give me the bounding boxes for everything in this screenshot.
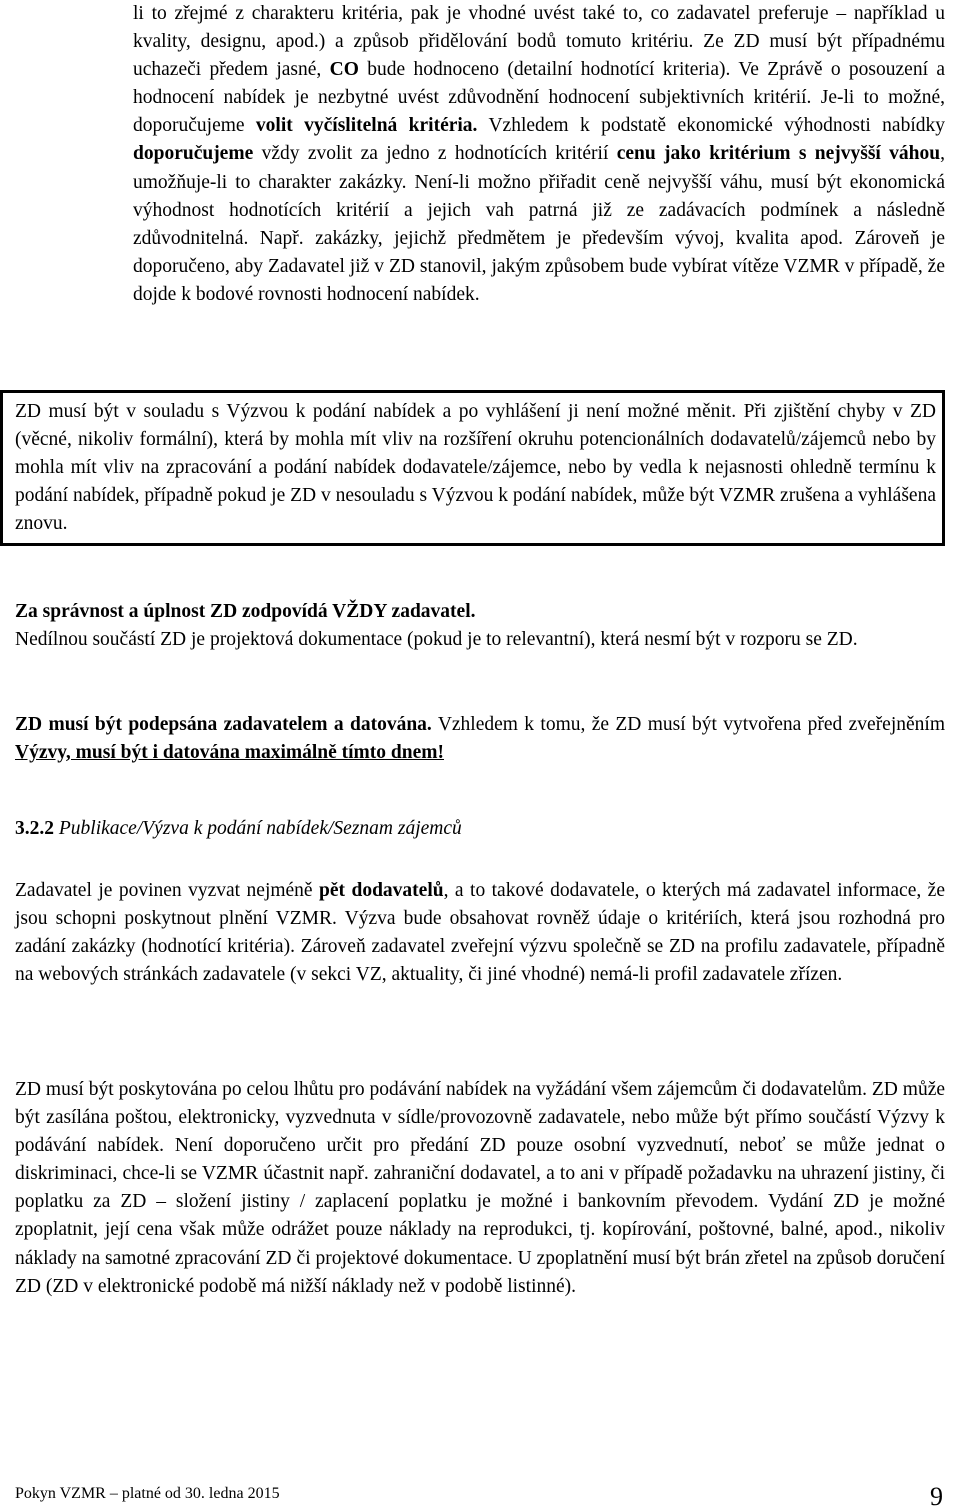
responsibility-paragraph [15,598,945,654]
criteria-paragraph [133,0,945,309]
notice-box-text: ZD musí být v souladu s Výzvou k podání nabídek a po vyhlášení ji není možné měnit. Při zjištění chyby v ZD (věcné, nikoliv formální), která by mohla mít vliv na rozšíření okruhu potencionálních dodavatelů/zájemců nebo by mohla mít vliv na zpracování a podání nabídek dodavatele/zájemce, nebo by vedla k nejasnosti ohledně termínu k podání nabídek, případně pokud je ZD v nesouladu s Výzvou k podání nabídek, může být VZMR zrušena a vyhlášena znovu. [15,401,936,535]
provision-text: ZD musí být poskytována po celou lhůtu pro podávání nabídek na vyžádání všem zájemcům či dodavatelům. ZD může být zasílána poštou, elektronicky, vyzvednuta v sídle/provozovně zadavatele, nebo může být přímo součástí Výzvy k podávání nabídek. Není doporučeno určit pro předání ZD pouze osobní vyzvednutí, neboť se může jednat o diskriminaci, chce-li se VZMR účastnit např. zahraniční dodavatel, a to ani v případě požadavku na uhrazení jistiny, či poplatku za ZD – složení jistiny / zaplacení poplatku je možné i bankovním převodem. Vydání ZD je možné zpoplatnit, její cena však může odrážet pouze náklady na reprodukci, tj. kopírování, poštovné, balné, apod., nikoliv náklady na samotné zpracování ZD či projektové dokumentace. U zpoplatnění musí být brán zřetel na způsob doručení ZD (ZD v elektronické podobě má nižší náklady než v podobě listinné). [15,1079,945,1297]
signature-text: Vzhledem k tomu, že ZD musí být vytvořena před zveřejněním [431,714,946,735]
signature-paragraph [15,711,945,767]
p1-bold-recommend: doporučujeme [133,143,254,165]
p4-bold-five: pět dodavatelů [319,880,444,901]
p4-text-a: Zadavatel je povinen vyzvat nejméně [15,880,320,901]
signature-bold: ZD musí být podepsána zadavatelem a datována. [15,714,432,735]
p4-text-c: , a to takové dodavatele, o kterých má zadavatel informace, že jsou schopni poskytnout plnění VZMR. Výzva bude obsahovat rovněž údaje o kritériích, která jsou rozhodná pro zadání zakázky (hodnotící kritéria). Zároveň zadavatel zveřejní výzvu společně se ZD na profilu zadavatele, případně na webových stránkách zadavatele (v sekci VZ, aktuality, či jiné vhodné) nemá-li profil zadavatele zřízen. [15,880,945,986]
section-number: 3.2.2 [15,818,54,839]
p1-text-i: , umožňuje-li to charakter zakázky. Není-li možno přiřadit ceně nejvyšší váhu, musí být ekonomická výhodnost hodnotících kritérií a jejich vah patrná již ze zadávacích podmínek a následně zdůvodnitelná. Např. zakázky, jejichž předmětem je především vývoj, kvalita apod. Zároveň je doporučeno, aby Zadavatel již v ZD stanovil, jakým způsobem bude vybírat vítěze VZMR v případě, že dojde k bodové rovnosti hodnocení nabídek. [133,143,945,305]
section-heading [15,815,945,843]
p1-text-c: bude hodnoceno (detailní hodnotící kriteria). Ve Zprávě o posouzení a hodnocení nabídek je nezbytné uvést zdůvodnění hodnocení subjektivních kritérií. Je-li to možné, doporučujeme [133,59,945,137]
section-title-b: Seznam zájemců [333,818,462,839]
p1-bold-co: CO [329,59,359,81]
invitation-paragraph [15,877,945,989]
responsibility-text: Nedílnou součástí ZD je projektová dokumentace (pokud je to relevantní), která nesmí být v rozporu se ZD. [15,629,858,651]
p1-text-a: li to zřejmé z charakteru kritéria, pak je vhodné uvést také to, co zadavatel preferuje – například u kvality, designu, apod.) a způsob přidělování bodů tomuto kritériu. Ze ZD musí být případnému uchazeči předem jasné, [133,3,945,81]
p1-text-g: vždy zvolit za jedno z hodnotících kritérií [253,143,617,165]
signature-underline: Výzvy, musí být i datována maximálně tímto dnem! [15,742,444,764]
notice-box [0,390,945,546]
page-number: 9 [930,1482,943,1511]
p1-bold-price: cenu jako kritérium s nejvyšší váhou [616,143,941,165]
footer-title: Pokyn VZMR – platné od 30. ledna 2015 [15,1485,280,1502]
provision-paragraph [15,1076,945,1301]
p1-text-e: Vzhledem k podstatě ekonomické výhodnosti nabídky [477,115,945,137]
responsibility-bold: Za správnost a úplnost ZD zodpovídá VŽDY zadavatel. [15,601,476,622]
p1-bold-measurable: volit vyčíslitelná kritéria. [255,115,478,137]
section-title-a: Publikace/Výzva k podání nabídek/ [54,818,334,839]
